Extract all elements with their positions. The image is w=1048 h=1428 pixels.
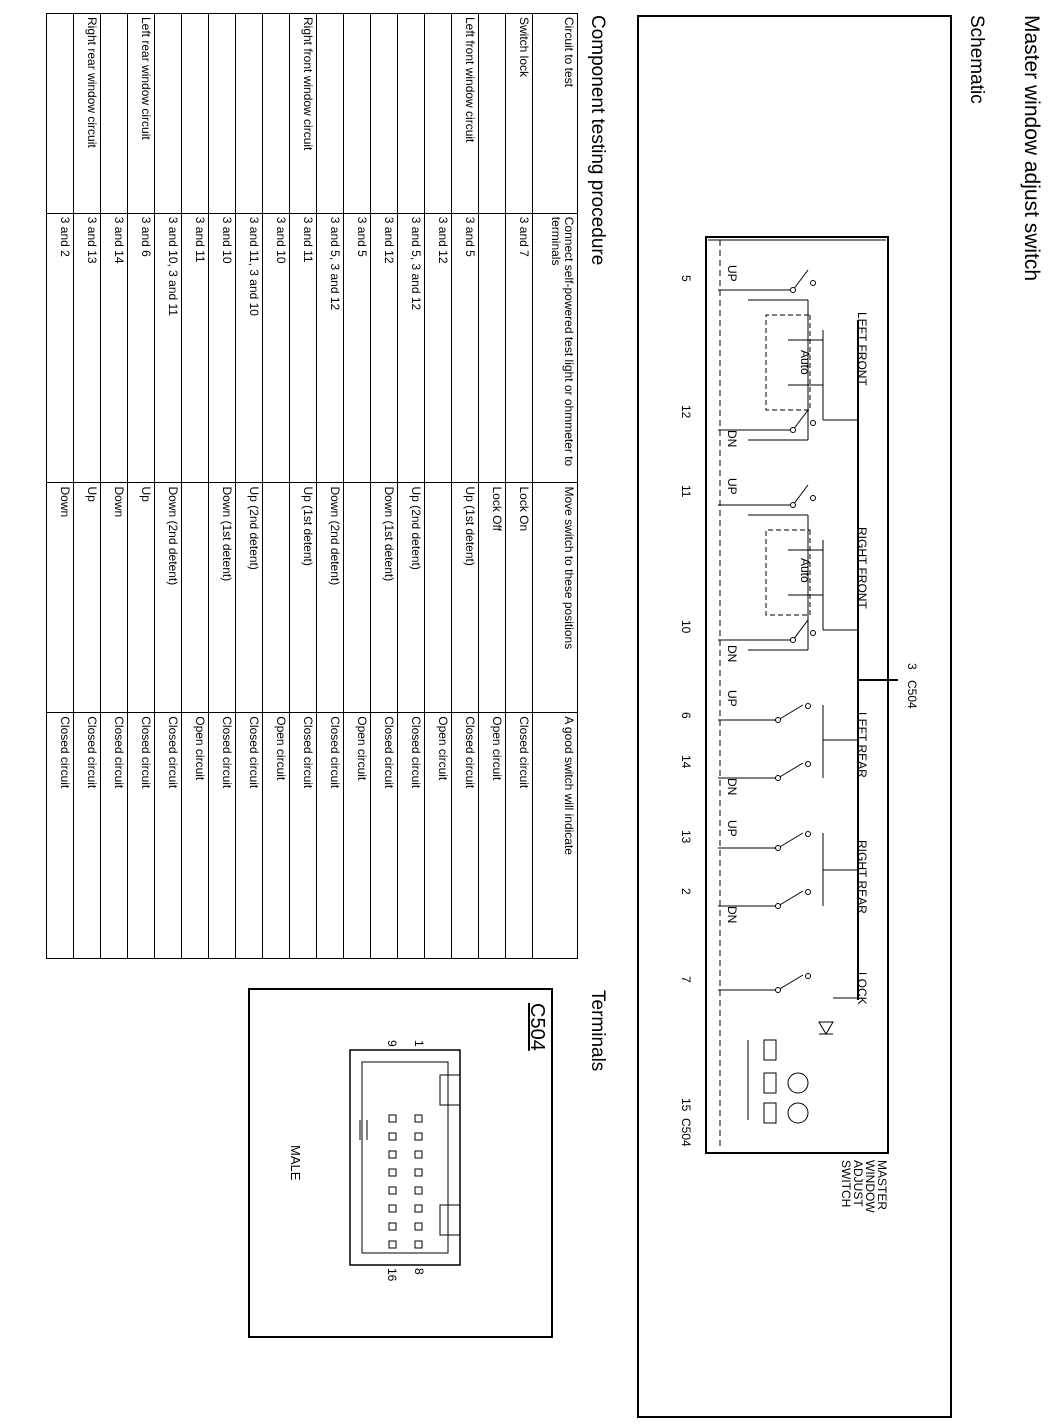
table-cell-result: Closed circuit xyxy=(209,713,236,959)
connector-pin xyxy=(389,1223,396,1230)
pin-3: 3 xyxy=(905,663,919,670)
table-cell-result: Closed circuit xyxy=(128,713,155,959)
connector-pin xyxy=(389,1187,396,1194)
table-cell-position: Up (1st detent) xyxy=(452,483,479,713)
connector-gender: MALE xyxy=(288,1145,303,1181)
pin-3-connector: C504 xyxy=(905,680,919,709)
table-cell-circuit: Switch lock xyxy=(506,14,533,214)
pin-12: 12 xyxy=(679,405,693,419)
connector-pin xyxy=(389,1169,396,1176)
connector-pin xyxy=(415,1115,422,1122)
auto-label: Auto xyxy=(798,350,812,375)
table-cell-position: Down xyxy=(101,483,128,713)
table-cell-terminals: 3 and 12 xyxy=(371,213,398,483)
section-label-left-front: LEFT FRONT xyxy=(855,312,869,386)
pin-6: 6 xyxy=(679,712,693,719)
table-cell-result: Open circuit xyxy=(479,713,506,959)
column-header: Connect self-powered test light or ohmmeter to terminals xyxy=(533,213,578,483)
pin-10: 10 xyxy=(679,620,693,634)
table-cell-result: Closed circuit xyxy=(155,713,182,959)
table-cell-result: Closed circuit xyxy=(290,713,317,959)
pin-14: 14 xyxy=(679,755,693,769)
section-label-lock: LOCK xyxy=(855,972,869,1005)
table-cell-position: Up xyxy=(74,483,101,713)
table-cell-result: Closed circuit xyxy=(371,713,398,959)
up-label: UP xyxy=(725,478,739,495)
column-header: Circuit to test xyxy=(533,14,578,214)
switch-title-line3: ADJUST xyxy=(851,1160,865,1207)
terminals-heading: Terminals xyxy=(587,990,608,1072)
table-cell-position: Down (2nd detent) xyxy=(317,483,344,713)
table-cell-result: Closed circuit xyxy=(101,713,128,959)
connector-pin-label-16: 16 xyxy=(385,1268,399,1282)
table-cell-position: Lock On xyxy=(506,483,533,713)
section-label-right-rear: RIGHT REAR xyxy=(855,840,869,914)
connector-pin-label-9: 9 xyxy=(385,1040,399,1047)
table-cell-circuit: Left front window circuit xyxy=(452,14,479,214)
table-cell-terminals: 3 and 5, 3 and 12 xyxy=(317,213,344,483)
pin-11: 11 xyxy=(679,485,693,498)
table-cell-terminals: 3 and 7 xyxy=(506,213,533,483)
pin-15: 15 xyxy=(679,1098,693,1112)
connector-pin xyxy=(389,1151,396,1158)
pin-5: 5 xyxy=(679,275,693,282)
connector-pin xyxy=(389,1205,396,1212)
connector-pin xyxy=(389,1133,396,1140)
table-cell-circuit: Right rear window circuit xyxy=(74,14,101,214)
table-cell-terminals: 3 and 13 xyxy=(74,213,101,483)
table-cell-position: Down (1st detent) xyxy=(371,483,398,713)
table-cell-terminals: 3 and 6 xyxy=(128,213,155,483)
table-cell-position: Down (2nd detent) xyxy=(155,483,182,713)
table-cell-result: Closed circuit xyxy=(452,713,479,959)
table-cell-result: Closed circuit xyxy=(506,713,533,959)
switch-title-line1: MASTER xyxy=(875,1160,889,1211)
table-cell-result: Closed circuit xyxy=(317,713,344,959)
dn-label: DN xyxy=(725,906,739,924)
up-label: UP xyxy=(725,690,739,707)
table-cell-terminals: 3 and 10, 3 and 11 xyxy=(155,213,182,483)
connector-pin-label-8: 8 xyxy=(412,1268,426,1275)
table-cell-terminals: 3 and 12 xyxy=(425,213,452,483)
column-header: Move switch to these positions xyxy=(533,483,578,713)
auto-label: Auto xyxy=(798,558,812,583)
table-cell-result: Open circuit xyxy=(425,713,452,959)
connector-pin xyxy=(415,1169,422,1176)
section-label-right-front: RIGHT FRONT xyxy=(855,527,869,609)
table-cell-result: Closed circuit xyxy=(47,713,74,959)
connector-pin xyxy=(415,1133,422,1140)
pin-13: 13 xyxy=(679,830,693,844)
pin-15-connector: C504 xyxy=(679,1118,693,1147)
table-cell-result: Closed circuit xyxy=(236,713,263,959)
schematic-heading: Schematic xyxy=(966,15,987,104)
table-cell-result: Open circuit xyxy=(182,713,209,959)
table-cell-position: Up xyxy=(128,483,155,713)
table-cell-result: Closed circuit xyxy=(74,713,101,959)
table-cell-position: Lock Off xyxy=(479,483,506,713)
table-cell-terminals: 3 and 10 xyxy=(263,213,290,483)
connector-pin xyxy=(415,1223,422,1230)
connector-pin xyxy=(415,1187,422,1194)
table-cell-circuit: Right front window circuit xyxy=(290,14,317,214)
table-cell-position: Up (2nd detent) xyxy=(398,483,425,713)
dn-label: DN xyxy=(725,778,739,796)
up-label: UP xyxy=(725,265,739,282)
table-cell-terminals: 3 and 5 xyxy=(452,213,479,483)
section-label-left-rear: LEFT REAR xyxy=(855,712,869,778)
table-cell-terminals: 3 and 2 xyxy=(47,213,74,483)
table-cell-position: Down xyxy=(47,483,74,713)
table-cell-position: Down (1st detent) xyxy=(209,483,236,713)
table-cell-terminals: 3 and 11, 3 and 10 xyxy=(236,213,263,483)
testing-heading: Component testing procedure xyxy=(587,15,608,266)
table-cell-result: Closed circuit xyxy=(398,713,425,959)
switch-title-line4: SWITCH xyxy=(839,1160,853,1208)
up-label: UP xyxy=(725,820,739,837)
connector-pin-label-1: 1 xyxy=(412,1040,426,1047)
table-cell-terminals: 3 and 11 xyxy=(182,213,209,483)
table-cell-position: Up (2nd detent) xyxy=(236,483,263,713)
dn-label: DN xyxy=(725,645,739,663)
connector-pin xyxy=(389,1241,396,1248)
table-cell-terminals: 3 and 10 xyxy=(209,213,236,483)
pin-2: 2 xyxy=(679,888,693,895)
table-cell-position: Up (1st detent) xyxy=(290,483,317,713)
table-cell-circuit: Left rear window circuit xyxy=(128,14,155,214)
table-cell-terminals: 3 and 5, 3 and 12 xyxy=(398,213,425,483)
pin-7: 7 xyxy=(679,976,693,983)
column-header: A good switch will indicate xyxy=(533,713,578,959)
switch-title-line2: WINDOW xyxy=(863,1160,877,1213)
table-cell-terminals: 3 and 14 xyxy=(101,213,128,483)
table-cell-result: Open circuit xyxy=(344,713,371,959)
connector-pin xyxy=(415,1241,422,1248)
terminals-connector-label: C504 xyxy=(526,1003,548,1051)
connector-pin xyxy=(415,1205,422,1212)
table-cell-terminals: 3 and 5 xyxy=(344,213,371,483)
dn-label: DN xyxy=(725,430,739,448)
connector-pin xyxy=(389,1115,396,1122)
table-cell-result: Open circuit xyxy=(263,713,290,959)
connector-pin xyxy=(415,1151,422,1158)
table-cell-terminals: 3 and 11 xyxy=(290,213,317,483)
page-title: Master window adjust switch xyxy=(1020,15,1043,282)
